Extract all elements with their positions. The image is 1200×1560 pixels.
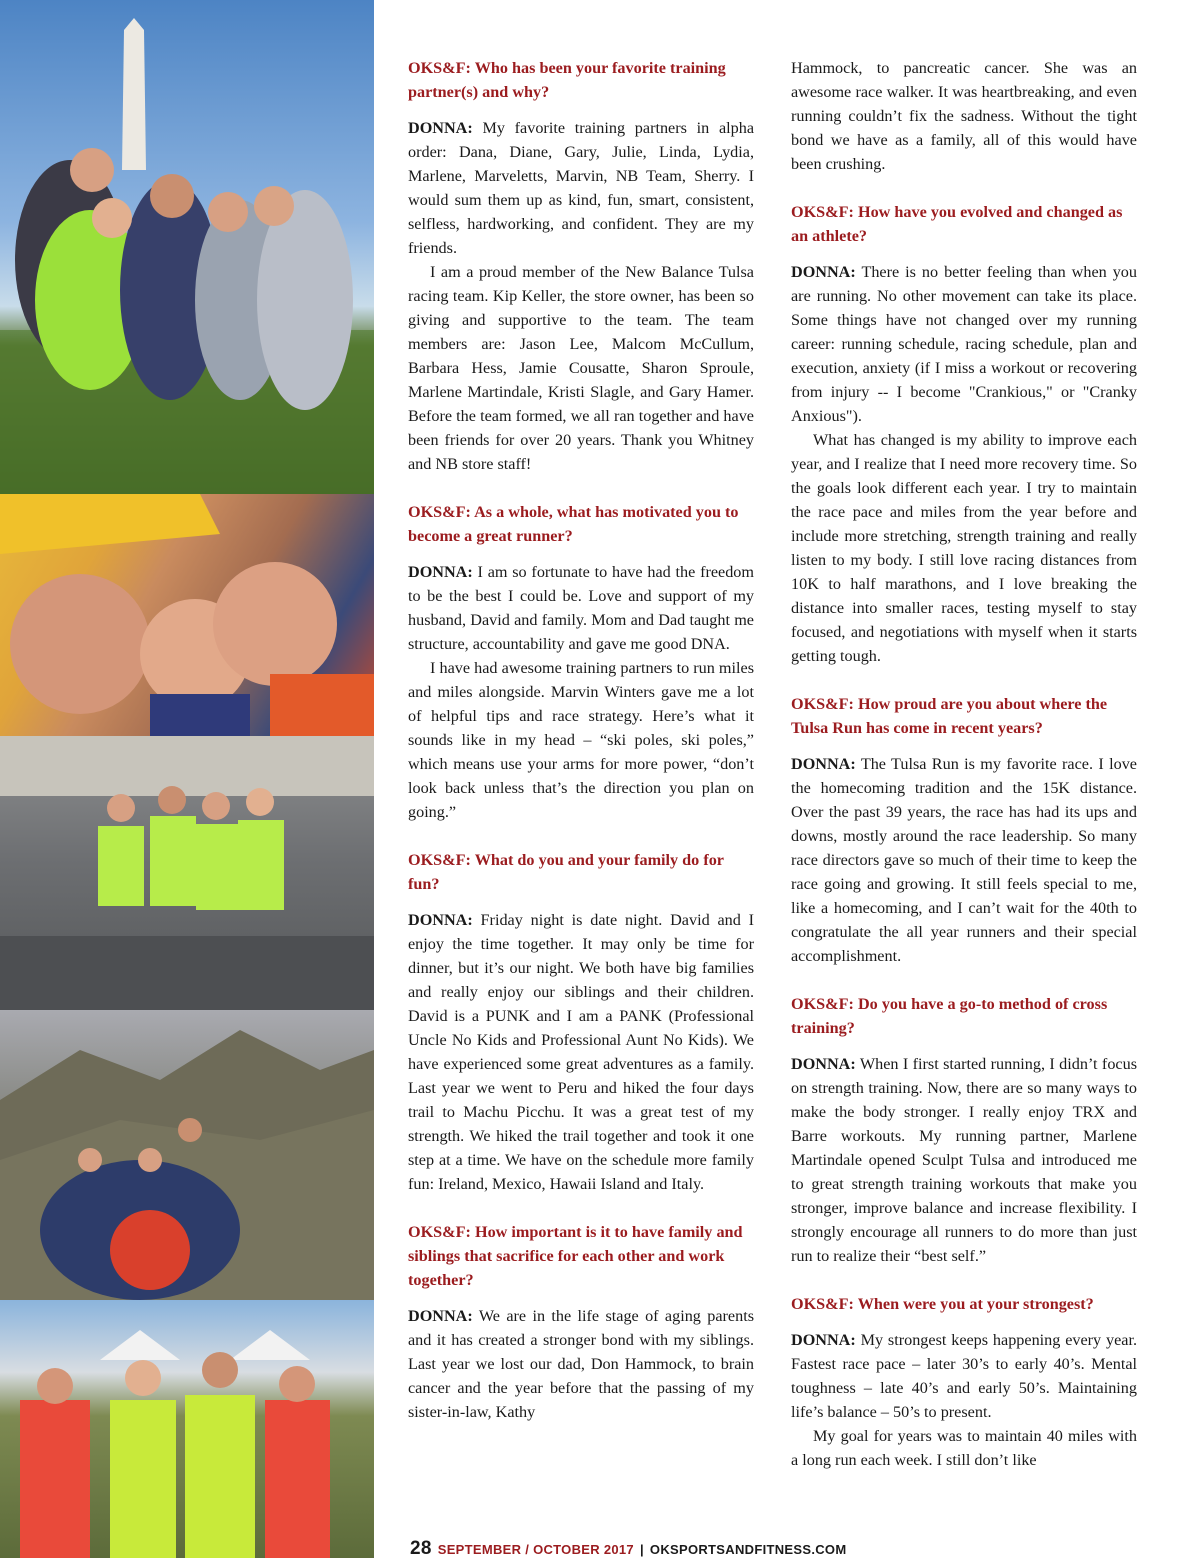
speaker-label: DONNA:	[408, 563, 473, 581]
photo-selfie	[0, 494, 374, 736]
answer-block	[791, 1328, 1137, 1472]
question-heading: OKS&F: Do you have a go-to method of cross training?	[791, 995, 1108, 1037]
footer-separator: |	[639, 1542, 644, 1557]
answer-block	[408, 1304, 754, 1424]
answer-paragraph	[408, 1304, 754, 1424]
answer-block	[408, 908, 754, 1196]
answer-text: My strongest keeps happening every year. Fastest race pace – later 30’s to early 40’s. Mental toughness – late 40’s and early 50’s. Maintaining life’s balance – 50’s to present.	[791, 1331, 1137, 1421]
answer-text: The Tulsa Run is my favorite race. I love the homecoming tradition and the 15K distance. Over the past 39 years, the race has had its ups and downs, mostly around the race leadership. So many race directors gave so much of their time to keep the race going and growing. It still feels special to me, like a homecoming, and I can’t wait for the 40th to congratulate the all year runners and their special accomplishment.	[791, 755, 1137, 965]
issue-date: SEPTEMBER / OCTOBER 2017	[437, 1542, 634, 1557]
answer-paragraph	[791, 260, 1137, 428]
answer-paragraph	[791, 428, 1137, 668]
answer-paragraph	[408, 260, 754, 476]
answer-text: I am so fortunate to have had the freedom to be the best I could be. Love and support of my husband, David and family. Mom and Dad taught me structure, accountability and gave me good DNA.	[408, 563, 754, 653]
speaker-label: DONNA:	[408, 1307, 473, 1325]
speaker-label: DONNA:	[791, 263, 856, 281]
question-heading: OKS&F: How have you evolved and changed as an athlete?	[791, 203, 1123, 245]
answer-paragraph	[791, 1328, 1137, 1424]
question-heading: OKS&F: As a whole, what has motivated you to become a great runner?	[408, 503, 739, 545]
question-heading: OKS&F: What do you and your family do for fun?	[408, 851, 724, 893]
question-heading: OKS&F: Who has been your favorite training partner(s) and why?	[408, 59, 726, 101]
page-footer	[410, 1538, 846, 1560]
answer-paragraph	[791, 1424, 1137, 1472]
speaker-label: DONNA:	[791, 755, 856, 773]
answer-text: What has changed is my ability to improve each year, and I realize that I need more recovery time. So the goals look different each year. I try to maintain the race pace and miles from the year before and include more stretching, strength training and really listen to my body. I still love racing distances from 10K to half marathons, and I love breaking the distance into smaller races, testing myself to stay focused, and negotiations with myself when it starts getting tough.	[791, 431, 1137, 665]
answer-paragraph	[791, 1052, 1137, 1268]
answer-block	[791, 56, 1137, 176]
answer-text: We are in the life stage of aging parents and it has created a stronger bond with my siblings. Last year we lost our dad, Don Hammock, to brain cancer and the year before that the passing of my sister-in-law, Kathy	[408, 1307, 754, 1421]
photo-monument-group	[0, 0, 374, 494]
answer-text: Hammock, to pancreatic cancer. She was an awesome race walker. It was heartbreaking, and even running couldn’t fix the sadness. Without the tight bond we have as a family, all of this would have been crushing.	[791, 59, 1137, 173]
answer-text: Friday night is date night. David and I enjoy the time together. It may only be time for dinner, but it’s our night. We both have big families and really enjoy our siblings and their children. David is a PUNK and I am a PANK (Professional Uncle No Kids and Professional Aunt No Kids). We have experienced some great adventures as a family. Last year we went to Peru and hiked the four days trail to Machu Picchu. It was a great test of my strength. We hiked the trail together and took it one step at a time. We have on the schedule more family fun: Ireland, Mexico, Hawaii Island and Italy.	[408, 911, 754, 1193]
photo-column	[0, 0, 374, 1558]
answer-text: My goal for years was to maintain 40 miles with a long run each week. I still don’t like	[791, 1427, 1137, 1469]
answer-text: My favorite training partners in alpha order: Dana, Diane, Gary, Julie, Linda, Lydia, Marlene, Marveletts, Marvin, NB Team, Sherry. I would sum them up as kind, fun, smart, consistent, selfless, hardworking, and confident. They are my friends.	[408, 119, 754, 257]
speaker-label: DONNA:	[408, 911, 473, 929]
photo-race-team	[0, 736, 374, 1010]
answer-paragraph	[408, 116, 754, 260]
question-heading: OKS&F: How important is it to have family and siblings that sacrifice for each other and work together?	[408, 1223, 743, 1289]
website-link[interactable]: OKSPORTSANDFITNESS.COM	[649, 1542, 847, 1557]
answer-paragraph	[408, 656, 754, 824]
answer-block	[791, 1052, 1137, 1268]
page-number: 28	[410, 1538, 432, 1559]
answer-text: When I first started running, I didn’t focus on strength training. Now, there are so many ways to make the body stronger. I really enjoy TRX and Barre workouts. My running partner, Marlene Martindale opened Sculpt Tulsa and introduced me to great strength training workouts that make you stronger, improve balance and increase flexibility. I strongly encourage all runners to do more than just run to realize their “best self.”	[791, 1055, 1137, 1265]
right-text-column	[791, 56, 1137, 1496]
answer-text: I have had awesome training partners to run miles and miles alongside. Marvin Winters gave me a lot of helpful tips and race strategy. Here’s what it sounds like in my head – “ski poles, ski poles,” which means use your arms for more power, “don’t look back unless that’s the direction you plan on going.”	[408, 659, 754, 821]
photo-machu-picchu	[0, 1010, 374, 1300]
speaker-label: DONNA:	[791, 1055, 856, 1073]
answer-block	[408, 560, 754, 824]
answer-paragraph	[408, 908, 754, 1196]
question-heading: OKS&F: When were you at your strongest?	[791, 1295, 1094, 1313]
left-text-column	[408, 56, 754, 1448]
answer-block	[408, 116, 754, 476]
answer-text: I am a proud member of the New Balance Tulsa racing team. Kip Keller, the store owner, has been so giving and supportive to the team. The team members are: Jason Lee, Malcom McCullum, Barbara Hess, Jamie Cousatte, Sharon Sproule, Marlene Martindale, Kristi Slagle, and Gary Hamer. Before the team formed, we all ran together and have been friends for over 20 years. Thank you Whitney and NB store staff!	[408, 263, 754, 473]
answer-block	[791, 260, 1137, 668]
answer-paragraph	[408, 560, 754, 656]
speaker-label: DONNA:	[408, 119, 473, 137]
photo-finish-group	[0, 1300, 374, 1558]
answer-paragraph	[791, 56, 1137, 176]
question-heading: OKS&F: How proud are you about where the Tulsa Run has come in recent years?	[791, 695, 1108, 737]
answer-block	[791, 752, 1137, 968]
speaker-label: DONNA:	[791, 1331, 856, 1349]
answer-text: There is no better feeling than when you are running. No other movement can take its place. Some things have not changed over my running career: running schedule, racing schedule, plan and execution, anxiety (if I miss a workout or recovering from injury -- I become "Crankious," or "Cranky Anxious").	[791, 263, 1137, 425]
answer-paragraph	[791, 752, 1137, 968]
